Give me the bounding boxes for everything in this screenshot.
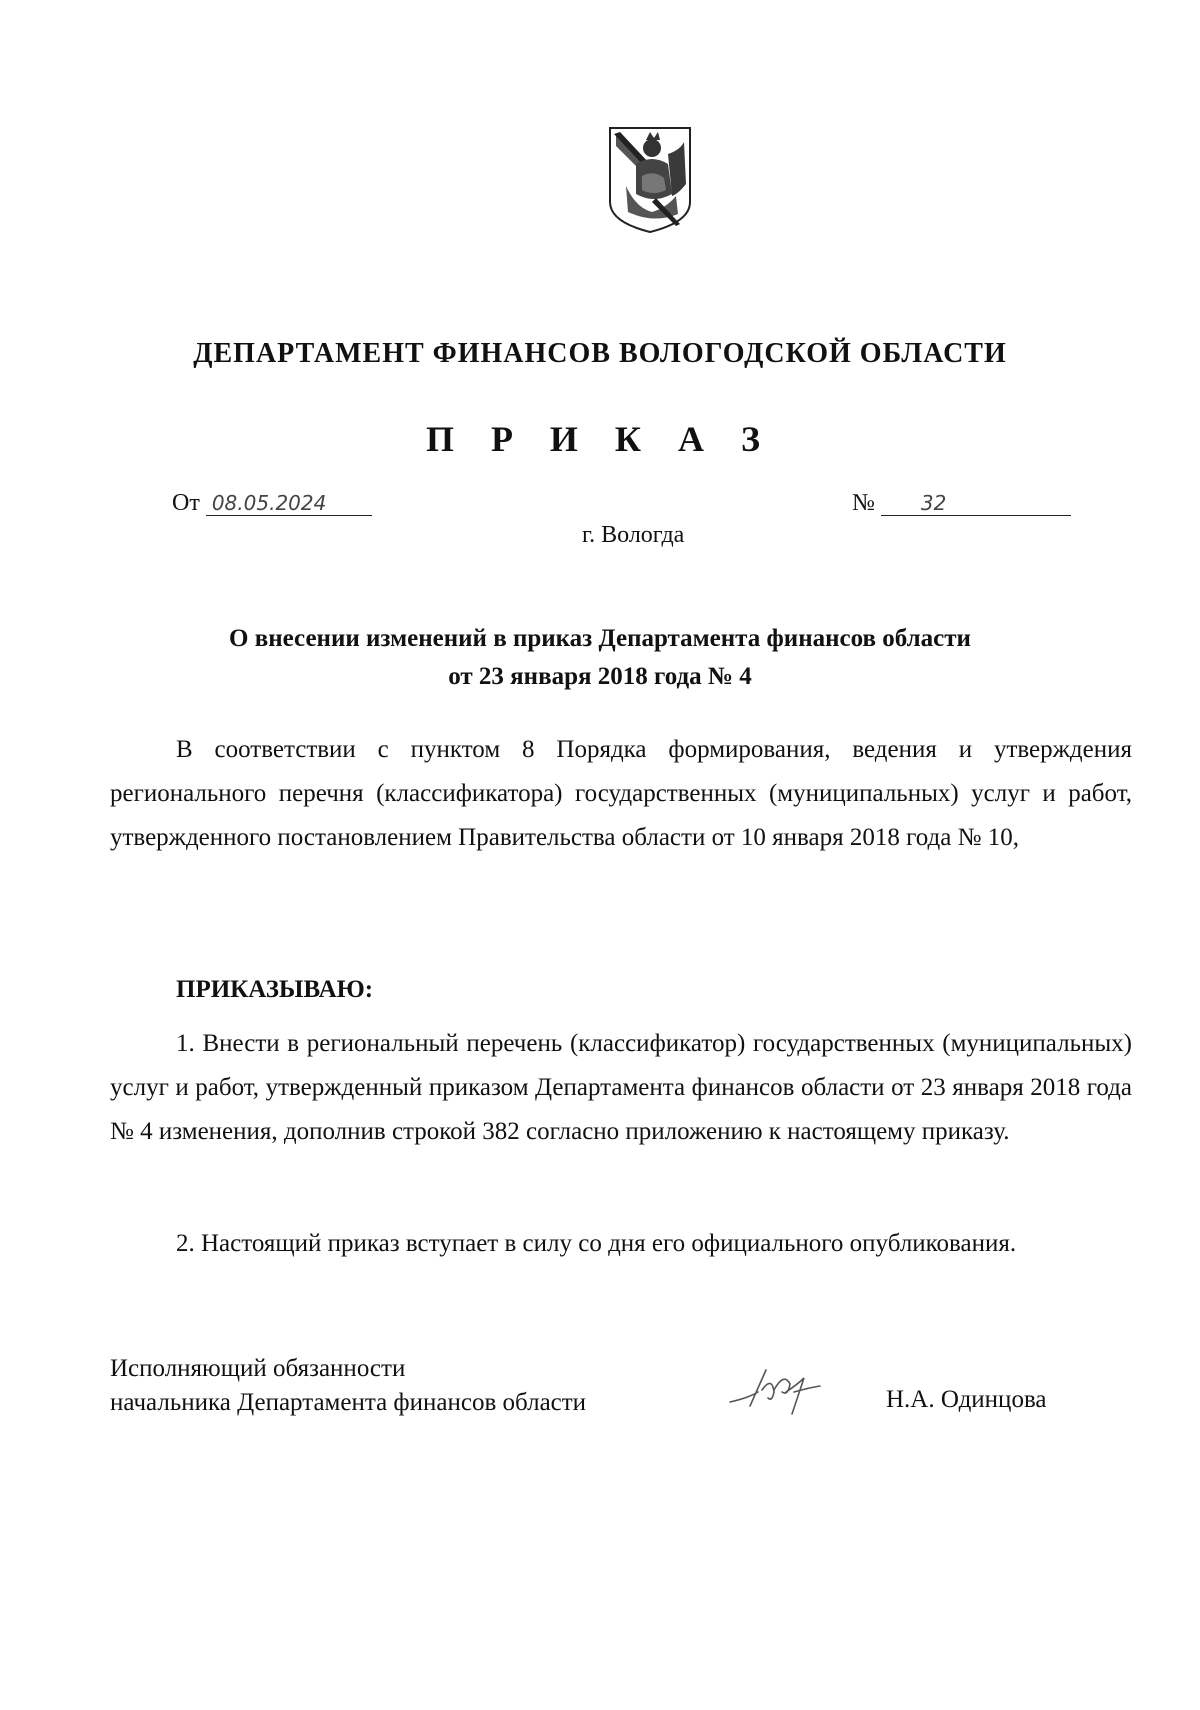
date-value: 08.05.2024 <box>206 491 372 516</box>
order-item-1: 1. Внести в региональный перечень (классификатор) государственных (муниципальных) услуг и работ, утвержденный приказом Департамента финансов области от 23 января 2018 года № 4 изменения, дополнив строкой 382 согласно приложению к настоящему приказу. <box>110 1030 1132 1145</box>
position-line-2: начальника Департамента финансов области <box>110 1389 587 1416</box>
document-subject <box>0 620 1200 696</box>
date-label: От <box>172 490 200 516</box>
date-row <box>172 490 372 517</box>
subject-line-1: О внесении изменений в приказ Департамента финансов области <box>229 625 971 652</box>
number-value: 32 <box>881 491 1071 516</box>
order-item-2: 2. Настоящий приказ вступает в силу со дня его официального опубликования. <box>176 1230 1017 1257</box>
city: г. Вологда <box>582 522 685 548</box>
subject-line-2: от 23 января 2018 года № 4 <box>448 663 752 690</box>
order-word: ПРИКАЗЫВАЮ: <box>176 976 374 1003</box>
position-line-1: Исполняющий обязанности <box>110 1355 406 1382</box>
preamble-paragraph: В соответствии с пунктом 8 Порядка формирования, ведения и утверждения регионального перечня (классификатора) государственных (муниципальных) услуг и работ, утвержденного постановлением Правительства области от 10 января 2018 года № 10, <box>110 736 1132 851</box>
signatory-name: Н.А. Одинцова <box>886 1386 1047 1413</box>
handwritten-signature-icon <box>728 1362 824 1418</box>
coat-of-arms-icon <box>606 124 694 236</box>
number-row <box>852 490 1071 517</box>
number-label: № <box>852 490 875 516</box>
department-title: ДЕПАРТАМЕНТ ФИНАНСОВ ВОЛОГОДСКОЙ ОБЛАСТИ <box>193 338 1007 369</box>
document-type-title: П Р И К А З <box>425 419 775 459</box>
signatory-position <box>110 1352 586 1420</box>
